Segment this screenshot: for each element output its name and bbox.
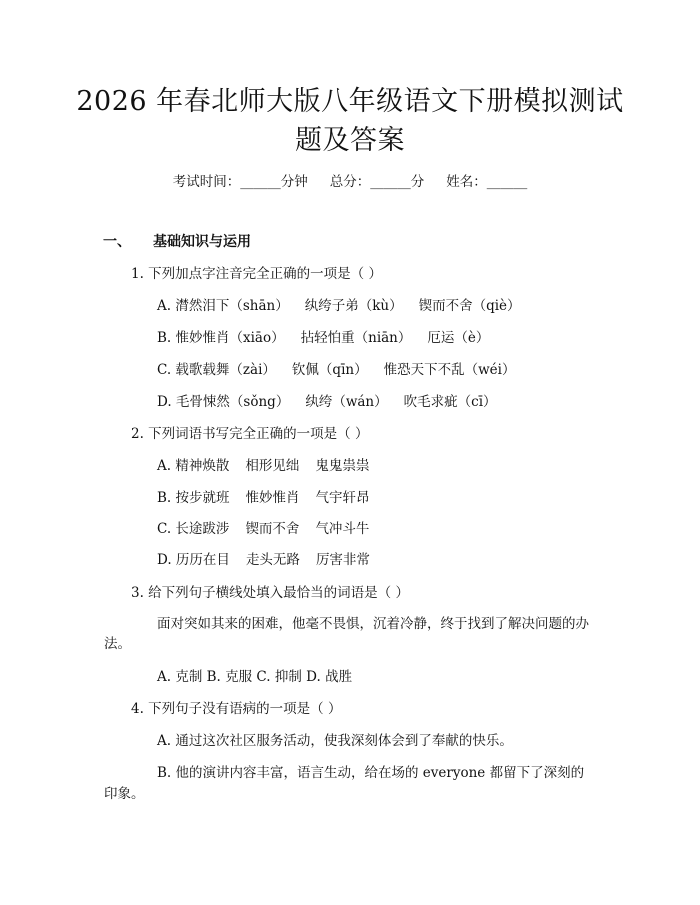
exam-total-score: 总分：______分 bbox=[329, 174, 425, 190]
title-line-2: 题及答案 bbox=[295, 125, 405, 156]
title-line-1: 2026 年春北师大版八年级语文下册模拟测试 bbox=[76, 86, 624, 117]
document-title bbox=[60, 82, 640, 160]
q3-sentence-line-2: 法。 bbox=[104, 636, 131, 652]
q3-sentence-line-1: 面对突如其来的困难，他毫不畏惧，沉着冷静，终于找到了解决问题的办 bbox=[157, 616, 589, 632]
q2-option-c: C. 长途跋涉 锲而不舍 气冲斗牛 bbox=[157, 521, 370, 537]
q1-option-b: B. 惟妙惟肖（xiāo） 拈轻怕重（niān） 厄运（è） bbox=[157, 330, 490, 346]
q2-option-d: D. 历历在目 走头无路 厉害非常 bbox=[157, 552, 370, 568]
q4-option-a: A. 通过这次社区服务活动，使我深刻体会到了奉献的快乐。 bbox=[157, 733, 513, 749]
q1-option-d: D. 毛骨悚然（sǒng） 纨绔（wán） 吹毛求疵（cī） bbox=[157, 394, 497, 410]
section-number: 一、 bbox=[103, 234, 131, 250]
q2-option-b: B. 按步就班 惟妙惟肖 气宇轩昂 bbox=[157, 490, 370, 506]
q1-option-a: A. 潸然泪下（shān） 纨绔子弟（kù） 锲而不舍（qiè） bbox=[157, 298, 521, 314]
question-2-stem: 2. 下列词语书写完全正确的一项是（ ） bbox=[131, 426, 369, 442]
exam-time: 考试时间：______分钟 bbox=[172, 174, 308, 190]
section-heading bbox=[103, 231, 251, 251]
exam-meta bbox=[0, 170, 700, 190]
q2-option-a: A. 精神焕散 相形见绌 鬼鬼祟祟 bbox=[157, 458, 370, 474]
q4-option-b-line-1: B. 他的演讲内容丰富，语言生动，给在场的 everyone 都留下了深刻的 bbox=[157, 765, 585, 781]
q3-options: A. 克制 B. 克服 C. 抑制 D. 战胜 bbox=[157, 669, 353, 685]
q4-option-b-line-2: 印象。 bbox=[104, 786, 145, 802]
question-3-stem: 3. 给下列句子横线处填入最恰当的词语是（ ） bbox=[131, 585, 409, 601]
question-1-stem: 1. 下列加点字注音完全正确的一项是（ ） bbox=[131, 266, 382, 282]
question-4-stem: 4. 下列句子没有语病的一项是（ ） bbox=[131, 701, 342, 717]
exam-name: 姓名：______ bbox=[446, 174, 528, 190]
q1-option-c: C. 载歌载舞（zài） 钦佩（qīn） 惟恐天下不乱（wéi） bbox=[157, 362, 516, 378]
section-title: 基础知识与运用 bbox=[153, 234, 251, 250]
